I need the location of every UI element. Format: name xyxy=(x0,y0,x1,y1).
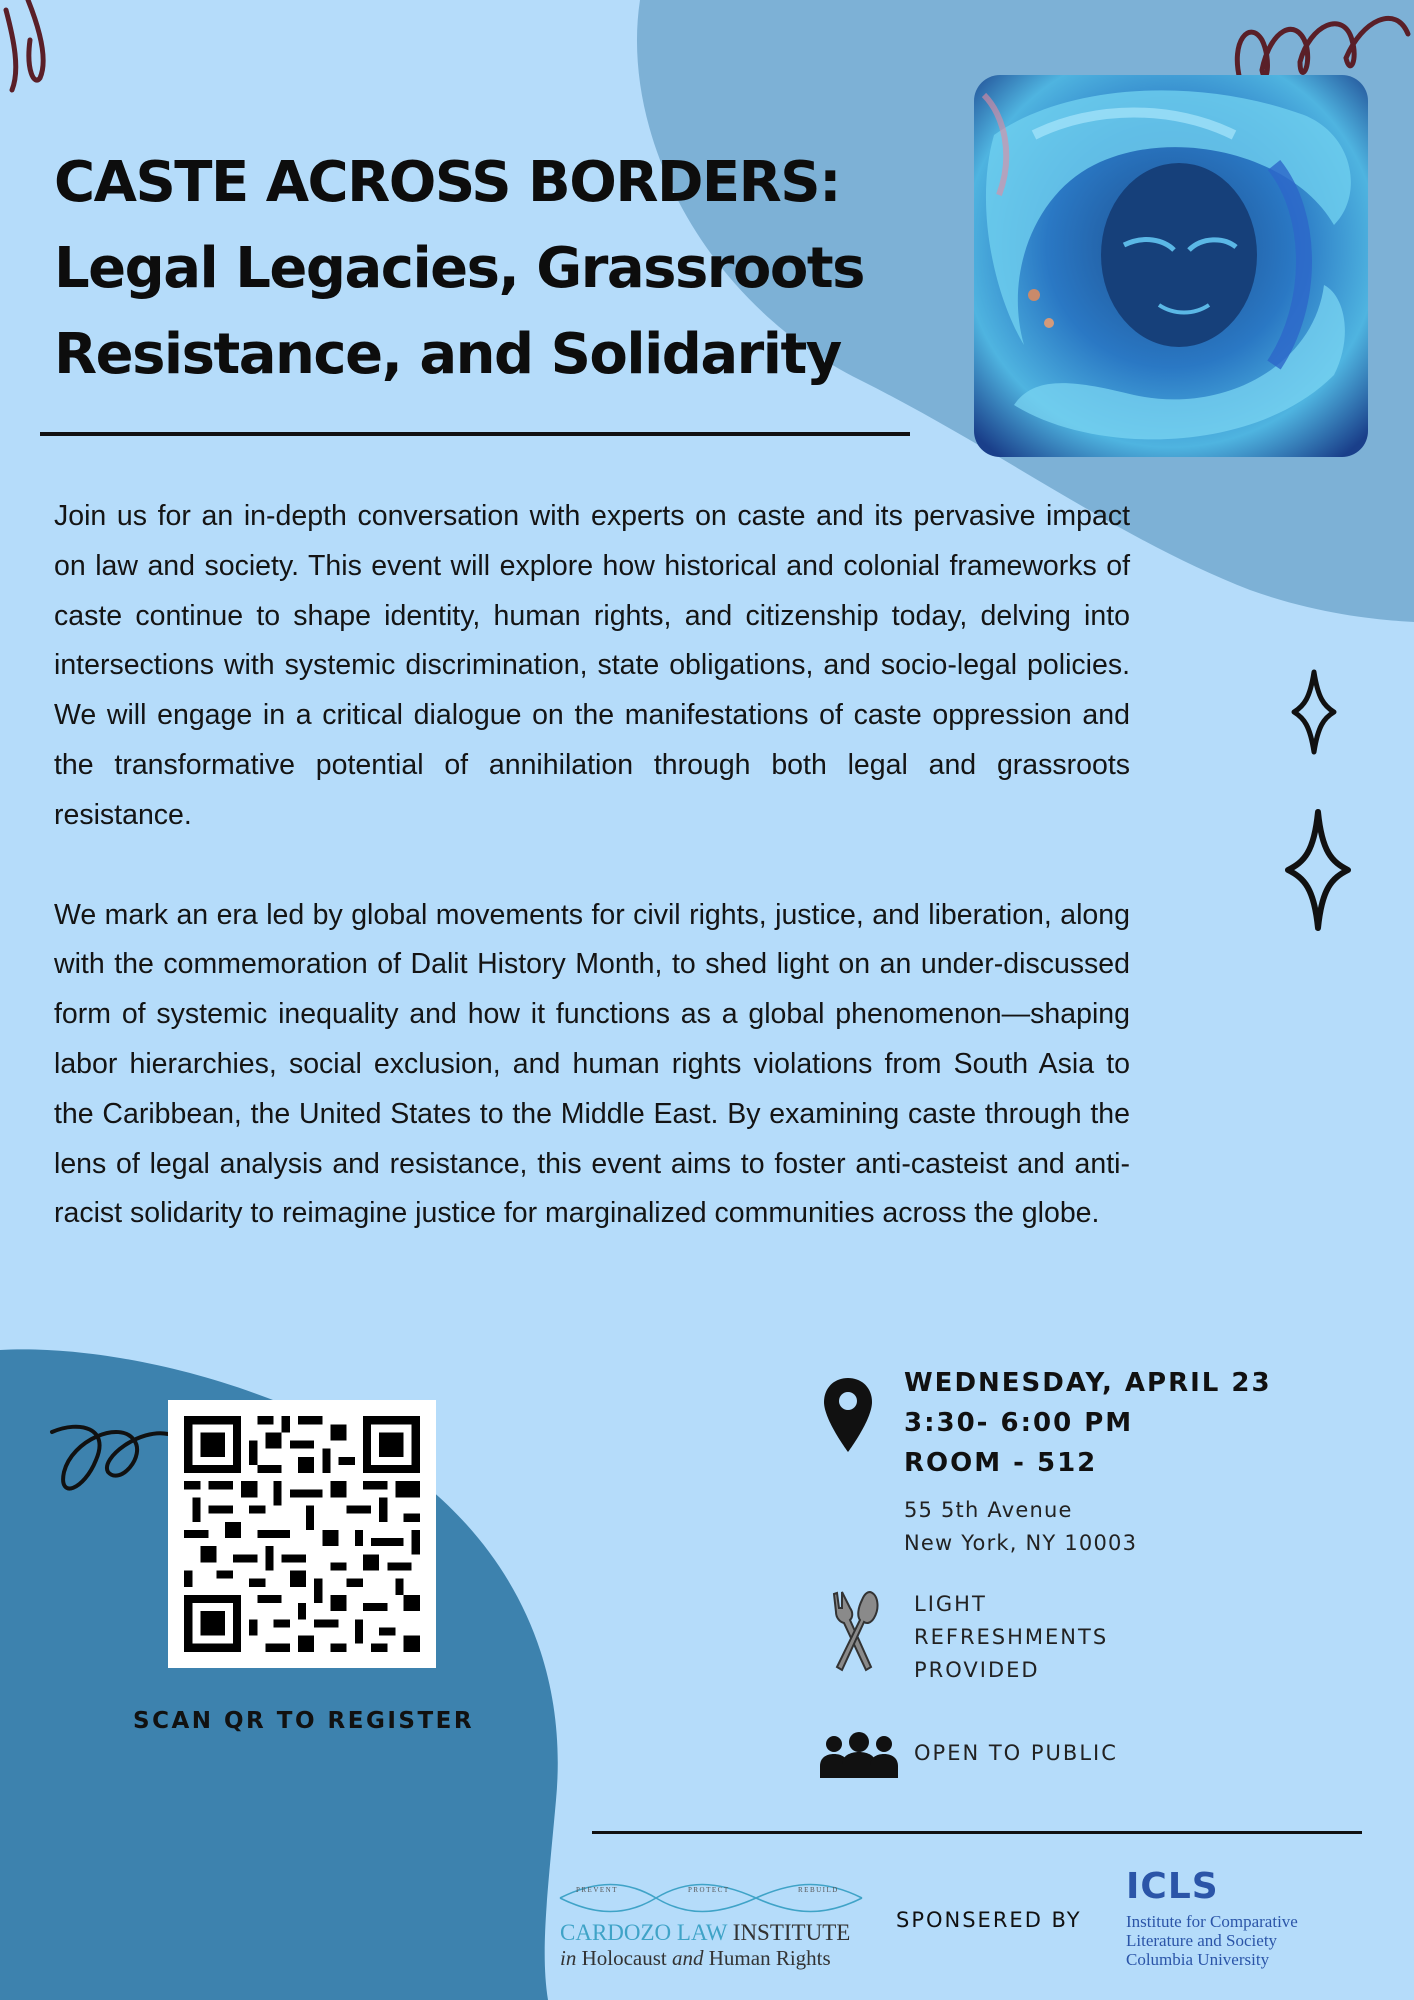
cardozo-subtitle xyxy=(560,1946,831,1971)
description-paragraph: We mark an era led by global movements for civil rights, justice, and liberation, along with the commemoration of Dalit History Month, to shed light on an under-discussed form of systemic inequality and how it functions as a global phenomenon—shaping labor hierarchies, social exclusion, and human rights violations from South Asia to the Caribbean, the United States to the Middle East. By examining caste through the lens of legal analysis and resistance, this event aims to foster anti-casteist and anti-racist solidarity to reimagine justice for marginalized communities across the globe. xyxy=(54,898,1130,1230)
icls-institute-name xyxy=(1126,1912,1298,1969)
motto: REBUILD xyxy=(798,1886,839,1894)
cardozo-sub-part: Human Rights xyxy=(703,1946,831,1970)
cardozo-name-part: INSTITUTE xyxy=(732,1920,851,1945)
description-paragraph: Join us for an in-depth conversation with experts on caste and its pervasive impact on law and society. This event will explore how historical and colonial frameworks of caste continue to shape identity, human rights, and citizenship today, delving into intersections with systemic discrimination, state obligations, and socio-legal policies. We will engage in a critical dialogue on the manifestations of caste oppression and the transformative potential of annihilation through both legal and grassroots resistance. xyxy=(54,500,1130,831)
cardozo-institute-logo xyxy=(556,1878,876,1970)
event-title xyxy=(54,140,934,398)
icls-mark: ICLS xyxy=(1126,1866,1219,1907)
open-to-public-note: OPEN TO PUBLIC xyxy=(914,1741,1118,1765)
refreshments-line: LIGHT xyxy=(914,1592,987,1616)
address-line: 55 5th Avenue xyxy=(904,1498,1073,1522)
motto: PREVENT xyxy=(576,1886,618,1894)
location-pin-icon xyxy=(822,1376,874,1454)
cardozo-name xyxy=(560,1920,850,1946)
motto: PROTECT xyxy=(688,1886,730,1894)
event-address xyxy=(904,1494,1137,1560)
event-description xyxy=(54,492,1130,1289)
cardozo-sub-part: in xyxy=(560,1946,577,1970)
icls-line: Institute for Comparative xyxy=(1126,1912,1298,1931)
icls-line: Literature and Society xyxy=(1126,1931,1278,1950)
icls-columbia-logo xyxy=(1124,1866,1394,1976)
title-line: Resistance, and Solidarity xyxy=(54,322,841,387)
sponsored-by-label: SPONSERED BY xyxy=(896,1908,1082,1932)
event-room: ROOM - 512 xyxy=(904,1448,1098,1478)
painting-artwork xyxy=(974,75,1368,457)
event-datetime xyxy=(904,1363,1272,1483)
cardozo-sub-part: Holocaust xyxy=(576,1946,672,1970)
sparkle-icon xyxy=(1282,808,1354,932)
sparkle-icon xyxy=(1290,668,1338,756)
title-divider xyxy=(40,432,910,436)
refreshments-note xyxy=(914,1588,1108,1687)
refreshments-line: REFRESHMENTS xyxy=(914,1625,1109,1649)
people-group-icon xyxy=(820,1732,898,1780)
cardozo-name-part: CARDOZO LAW xyxy=(560,1920,733,1945)
top-left-swirl xyxy=(6,0,43,90)
event-time: 3:30- 6:00 PM xyxy=(904,1408,1134,1438)
refreshments-line: PROVIDED xyxy=(914,1658,1040,1682)
address-line: New York, NY 10003 xyxy=(904,1531,1138,1555)
qr-register-label: SCAN QR TO REGISTER xyxy=(133,1708,475,1734)
footer-divider xyxy=(592,1831,1362,1834)
registration-qr-code[interactable] xyxy=(168,1400,436,1668)
title-line: CASTE ACROSS BORDERS: xyxy=(54,150,841,215)
fork-knife-icon xyxy=(826,1590,882,1674)
title-line: Legal Legacies, Grassroots xyxy=(54,236,864,301)
event-date: WEDNESDAY, APRIL 23 xyxy=(904,1368,1272,1398)
cardozo-sub-part: and xyxy=(672,1946,704,1970)
icls-line: Columbia University xyxy=(1126,1950,1270,1969)
